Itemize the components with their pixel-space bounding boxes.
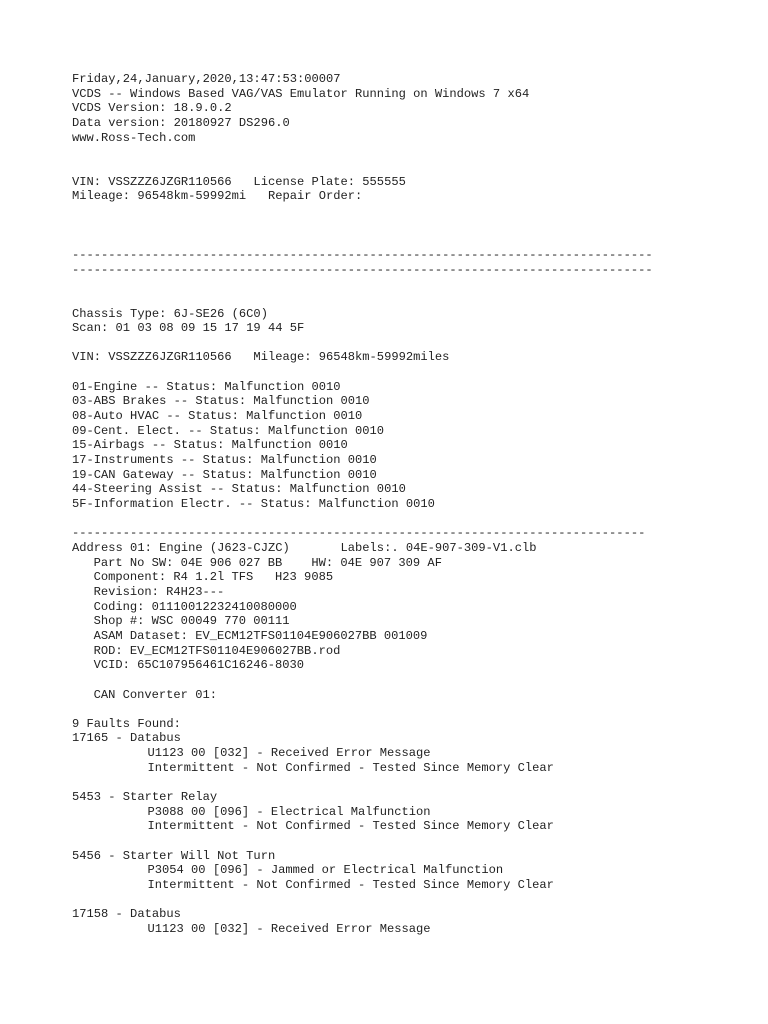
fault-code: U1123 00 [032] - Received Error Message	[147, 921, 431, 936]
vin-mileage-line: VIN: VSSZZZ6JZGR110566 Mileage: 96548km-59992miles	[72, 350, 450, 365]
scan-list-line: Scan: 01 03 08 09 15 17 19 44 5F	[72, 321, 305, 336]
fault-status: Intermittent - Not Confirmed - Tested Since Memory Clear	[147, 877, 554, 892]
fault-count-line: 9 Faults Found:	[72, 716, 181, 731]
spacer	[72, 702, 752, 717]
fault-title: 5456 - Starter Will Not Turn	[72, 848, 276, 863]
asam-dataset-line: ASAM Dataset: EV_ECM12TFS01104E906027BB 001009	[93, 628, 428, 643]
fault-status: Intermittent - Not Confirmed - Tested Since Memory Clear	[147, 819, 554, 834]
vcid-line: VCID: 65C107956461C16246-8030	[93, 658, 305, 673]
fault-title: 17165 - Databus	[72, 731, 181, 746]
coding-line: Coding: 01110012232410080000	[93, 599, 297, 614]
vin-license-line: VIN: VSSZZZ6JZGR110566 License Plate: 555555	[72, 174, 406, 189]
module-status-item: 08-Auto HVAC -- Status: Malfunction 0010	[72, 409, 363, 424]
website-line: www.Ross-Tech.com	[72, 130, 196, 145]
fault-code: U1123 00 [032] - Received Error Message	[147, 746, 431, 761]
spacer	[72, 834, 752, 849]
spacer	[72, 775, 752, 790]
can-converter-line: CAN Converter 01:	[93, 687, 217, 702]
module-status-item: 17-Instruments -- Status: Malfunction 0010	[72, 453, 377, 468]
vcds-scan-report	[72, 72, 752, 937]
component-line: Component: R4 1.2l TFS H23 9085	[93, 570, 334, 585]
spacer	[72, 512, 752, 527]
fault-title: 5453 - Starter Relay	[72, 790, 218, 805]
module-status-item: 01-Engine -- Status: Malfunction 0010	[72, 379, 341, 394]
address-title-line: Address 01: Engine (J623-CJZC) Labels:. 04E-907-309-V1.clb	[72, 540, 537, 555]
module-status-item: 15-Airbags -- Status: Malfunction 0010	[72, 438, 348, 453]
spacer	[72, 336, 752, 351]
spacer	[72, 365, 752, 380]
module-status-list	[72, 380, 752, 512]
spacer	[72, 277, 752, 306]
fault-entry	[72, 790, 752, 834]
spacer	[72, 893, 752, 908]
separator-line: -------------------------------------------------------------------------------	[72, 526, 646, 541]
scan-summary	[72, 307, 752, 366]
fault-entry	[72, 731, 752, 775]
separator-line: --------------------------------------------------------------------------------	[72, 262, 653, 277]
module-status-item: 09-Cent. Elect. -- Status: Malfunction 0010	[72, 423, 385, 438]
spacer	[72, 673, 752, 688]
part-number-line: Part No SW: 04E 906 027 BB HW: 04E 907 309 AF	[93, 555, 442, 570]
chassis-type-line: Chassis Type: 6J-SE26 (6C0)	[72, 306, 268, 321]
mileage-repair-order-line: Mileage: 96548km-59992mi Repair Order:	[72, 189, 363, 204]
shop-number-line: Shop #: WSC 00049 770 00111	[93, 614, 290, 629]
rod-line: ROD: EV_ECM12TFS01104E906027BB.rod	[93, 643, 341, 658]
separator-line: --------------------------------------------------------------------------------	[72, 247, 653, 262]
app-description-line: VCDS -- Windows Based VAG/VAS Emulator Running on Windows 7 x64	[72, 86, 530, 101]
address-section	[72, 541, 752, 702]
vehicle-info	[72, 175, 752, 204]
spacer	[72, 145, 752, 174]
module-status-item: 44-Steering Assist -- Status: Malfunction 0010	[72, 482, 406, 497]
spacer	[72, 204, 752, 248]
module-status-item: 5F-Information Electr. -- Status: Malfunction 0010	[72, 497, 435, 511]
fault-entry	[72, 907, 752, 936]
fault-code: P3054 00 [096] - Jammed or Electrical Malfunction	[147, 863, 504, 878]
faults-section	[72, 717, 752, 937]
module-status-item: 03-ABS Brakes -- Status: Malfunction 0010	[72, 394, 370, 409]
data-version-line: Data version: 20180927 DS296.0	[72, 115, 290, 130]
fault-code: P3088 00 [096] - Electrical Malfunction	[147, 804, 431, 819]
fault-entry	[72, 849, 752, 893]
fault-status: Intermittent - Not Confirmed - Tested Since Memory Clear	[147, 760, 554, 775]
report-header	[72, 72, 752, 145]
vcds-version-line: VCDS Version: 18.9.0.2	[72, 101, 232, 116]
module-status-item: 19-CAN Gateway -- Status: Malfunction 0010	[72, 467, 377, 482]
timestamp-line: Friday,24,January,2020,13:47:53:00007	[72, 72, 341, 86]
revision-line: Revision: R4H23---	[93, 584, 225, 599]
fault-title: 17158 - Databus	[72, 907, 181, 922]
